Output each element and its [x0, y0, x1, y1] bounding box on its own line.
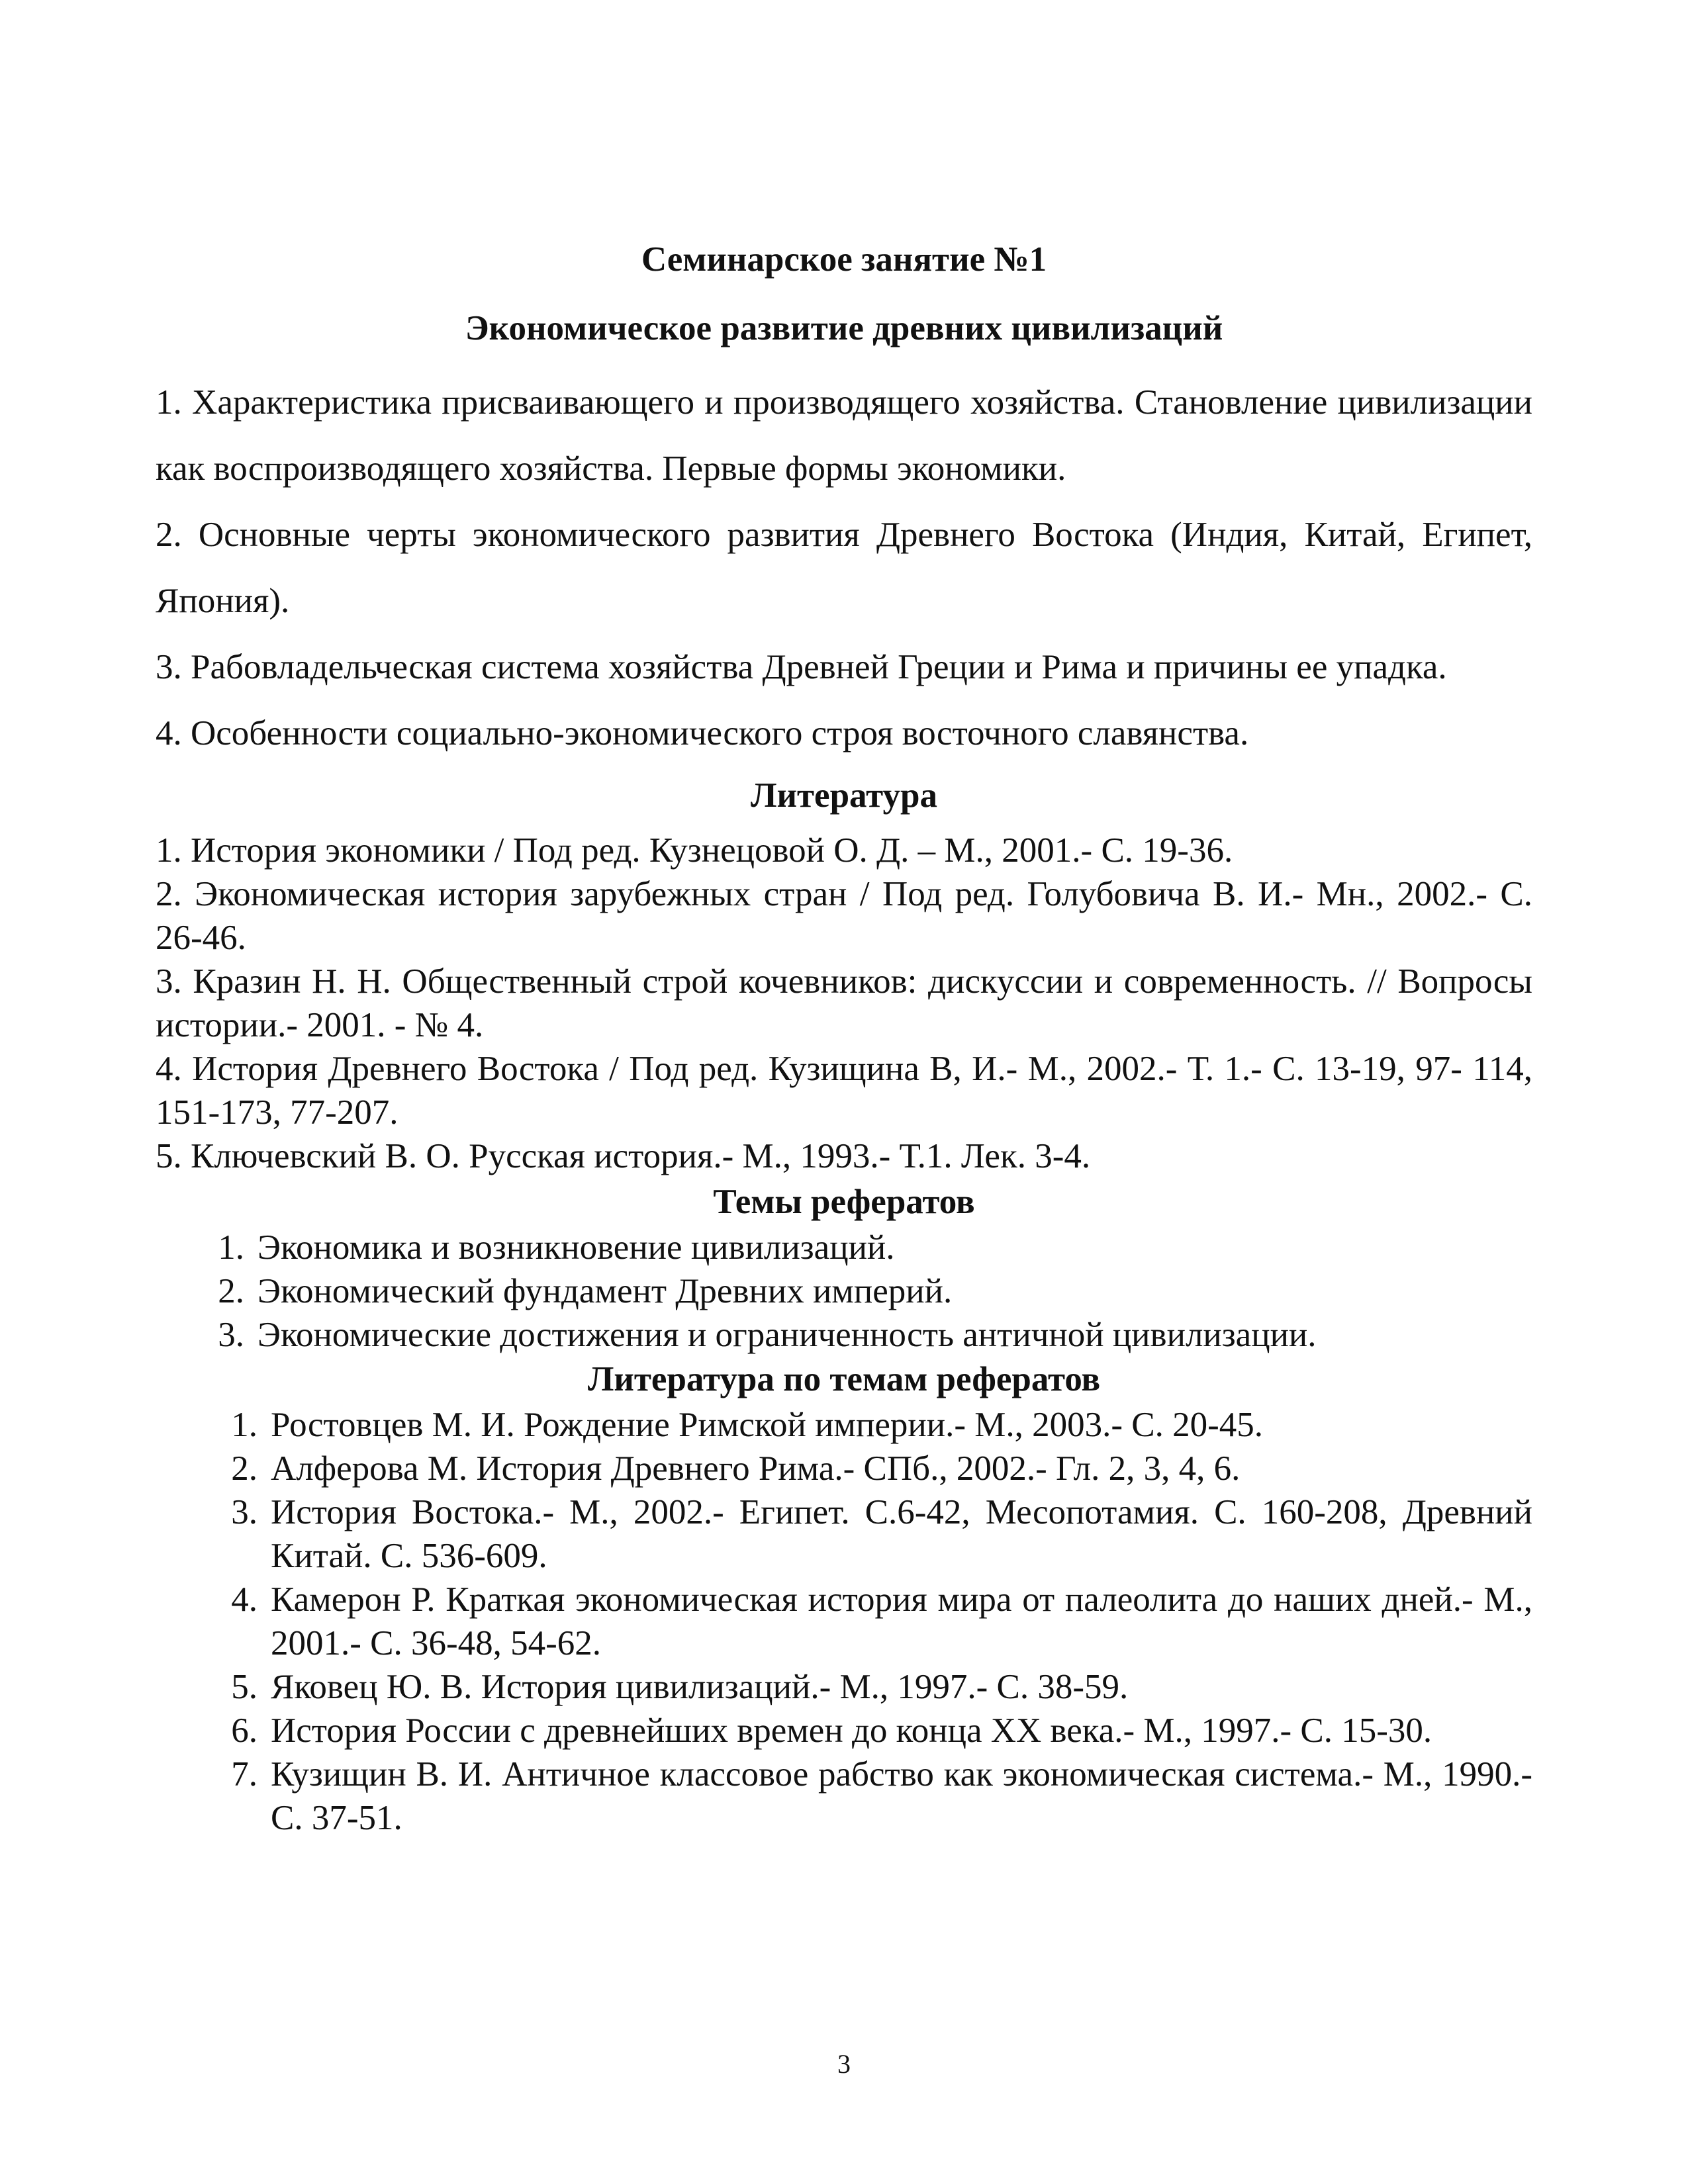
literature-list — [156, 829, 1532, 1178]
literature-item: 1. История экономики / Под ред. Кузнецовой О. Д. – М., 2001.- С. 19-36. — [156, 831, 1233, 870]
topics-list — [156, 1226, 1532, 1357]
page-subtitle: Экономическое развитие древних цивилизаций — [465, 309, 1223, 347]
topic-literature-item — [156, 1665, 1532, 1709]
topic-literature-text: История России с древнейших времен до конца XX века.- М., 1997.- С. 15-30. — [271, 1711, 1432, 1750]
topic-literature-list — [156, 1403, 1532, 1840]
topic-text: Экономический фундамент Древних империй. — [258, 1272, 953, 1310]
topic-literature-number: 5. — [231, 1668, 258, 1706]
topic-literature-item — [156, 1709, 1532, 1752]
topic-number: 1. — [218, 1228, 244, 1267]
question-item: 3. Рабовладельческая система хозяйства Древней Греции и Рима и причины ее упадка. — [156, 648, 1447, 686]
topic-literature-text: Камерон Р. Краткая экономическая история мира от палеолита до наших дней.- М., 2001.- С. 36-48, 54-62. — [271, 1580, 1532, 1662]
topic-text: Экономические достижения и ограниченность античной цивилизации. — [258, 1316, 1317, 1354]
topic-literature-item — [156, 1403, 1532, 1447]
topic-literature-item — [156, 1752, 1532, 1840]
topic-item — [156, 1226, 1532, 1269]
literature-heading: Литература — [750, 776, 937, 815]
literature-item: 4. История Древнего Востока / Под ред. Кузищина В, И.- М., 2002.- Т. 1.- С. 13-19, 97- 114, 151-173, 77-207. — [156, 1050, 1532, 1132]
topic-item — [156, 1269, 1532, 1313]
topic-literature-number: 7. — [231, 1755, 258, 1794]
page-number: 3 — [837, 2049, 851, 2079]
literature-item: 5. Ключевский В. О. Русская история.- М., 1993.- Т.1. Лек. 3-4. — [156, 1137, 1091, 1175]
topic-literature-number: 3. — [231, 1493, 258, 1531]
topic-literature-item — [156, 1490, 1532, 1578]
topic-literature-number: 1. — [231, 1406, 258, 1444]
question-item: 1. Характеристика присваивающего и производящего хозяйства. Становление цивилизации как воспроизводящего хозяйства. Первые формы экономики. — [156, 383, 1532, 488]
topic-literature-text: Яковец Ю. В. История цивилизаций.- М., 1997.- С. 38-59. — [271, 1668, 1129, 1706]
topic-number: 2. — [218, 1272, 244, 1310]
topic-literature-text: Алферова М. История Древнего Рима.- СПб., 2002.- Гл. 2, 3, 4, 6. — [271, 1449, 1241, 1488]
question-item: 4. Особенности социально-экономического строя восточного славянства. — [156, 714, 1249, 752]
topic-literature-text: История Востока.- М., 2002.- Египет. С.6-42, Месопотамия. С. 160-208, Древний Китай. С. 536-609. — [271, 1493, 1532, 1575]
seminar-questions — [156, 369, 1532, 766]
topics-heading: Темы рефератов — [713, 1183, 975, 1221]
topic-text: Экономика и возникновение цивилизаций. — [258, 1228, 895, 1267]
literature-item: 3. Кразин Н. Н. Общественный строй кочевников: дискуссии и современность. // Вопросы истории.- 2001. - № 4. — [156, 962, 1532, 1044]
page-title: Семинарское занятие №1 — [641, 240, 1047, 279]
literature-item: 2. Экономическая история зарубежных стран / Под ред. Голубовича В. И.- Мн., 2002.- С. 26-46. — [156, 875, 1532, 957]
topic-number: 3. — [218, 1316, 244, 1354]
topic-literature-number: 2. — [231, 1449, 258, 1488]
topic-literature-item — [156, 1447, 1532, 1490]
topic-literature-number: 6. — [231, 1711, 258, 1750]
topic-item — [156, 1313, 1532, 1357]
document-page — [156, 238, 1532, 1840]
topic-literature-text: Ростовцев М. И. Рождение Римской империи.- М., 2003.- С. 20-45. — [271, 1406, 1264, 1444]
topic-literature-number: 4. — [231, 1580, 258, 1619]
question-item: 2. Основные черты экономического развития Древнего Востока (Индия, Китай, Египет, Япония). — [156, 516, 1532, 620]
topic-literature-text: Кузищин В. И. Античное классовое рабство как экономическая система.- М., 1990.- С. 37-51. — [271, 1755, 1532, 1837]
topic-literature-heading: Литература по темам рефератов — [587, 1360, 1101, 1398]
topic-literature-item — [156, 1578, 1532, 1665]
